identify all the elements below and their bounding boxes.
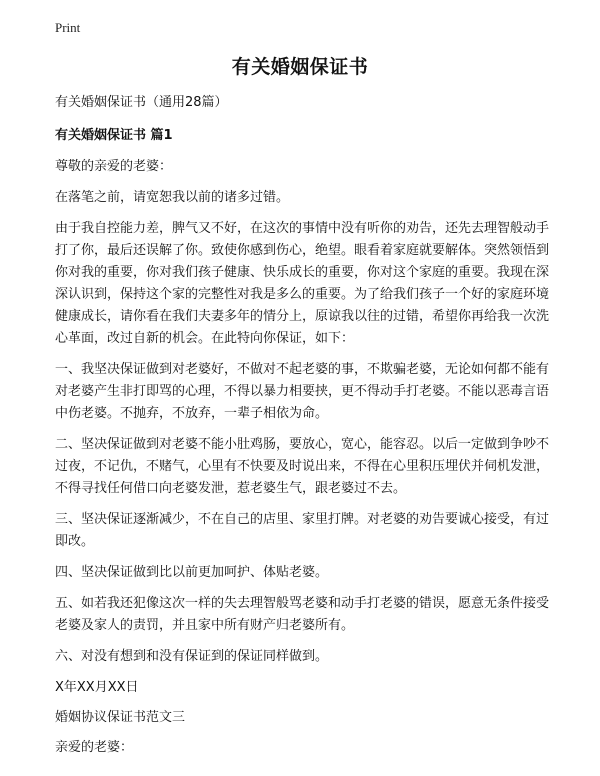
pledge-item-2: 二、坚决保证做到对老婆不能小肚鸡肠，要放心，宽心，能容忍。以后一定做到争吵不过夜，不记仇，不赌气，心里有不快要及时说出来，不得在心里积压埋伏并伺机发泄，不得寻找任何借口向老婆发泄，惹老婆生气，跟老婆过不去。: [55, 437, 550, 496]
pledge-item-6: 六、对没有想到和没有保证到的保证同样做到。: [55, 649, 329, 664]
document-subtitle: 有关婚姻保证书（通用28篇）: [55, 95, 228, 110]
paragraph-apology: 在落笔之前，请宽恕我以前的诸多过错。: [55, 190, 290, 205]
page-title: 有关婚姻保证书: [231, 56, 369, 78]
print-link[interactable]: Print: [55, 20, 81, 35]
pledge-item-5: 五、如若我还犯像这次一样的失去理智般骂老婆和动手打老婆的错误，愿意无条件接受老婆及家人的责罚，并且家中所有财产归老婆所有。: [55, 596, 550, 633]
paragraph-intro: 由于我自控能力差，脾气又不好，在这次的事情中没有听你的劝告，还先去理智般动手打了你，最后还误解了你。致使你感到伤心，绝望。眼看着家庭就要解体。突然领悟到你对我的重要，你对我们孩子健康、快乐成长的重要，你对这个家庭的重要。我现在深深认识到，保持这个家的完整性对我是多么的重要。为了给我们孩子一个好的家庭环境健康成长，请你看在我们夫妻多年的情分上，原谅我以往的过错，希望你再给我一次洗心革面，改过自新的机会。在此特向你保证，如下：: [55, 221, 550, 346]
date-line: X年XX月XX日: [55, 680, 139, 695]
pledge-item-1: 一、我坚决保证做到对老婆好，不做对不起老婆的事，不欺骗老婆，无论如何都不能有对老婆产生非打即骂的心理，不得以暴力相要挟，更不得动手打老婆。不能以恶毒言语中伤老婆。不抛弃，不放弃，一辈子相依为命。: [55, 362, 550, 421]
next-document-title: 婚姻协议保证书范文三: [55, 710, 186, 725]
pledge-item-3: 三、坚决保证逐渐减少，不在自己的店里、家里打牌。对老婆的劝告要诚心接受，有过即改。: [55, 512, 550, 549]
next-greeting: 亲爱的老婆：: [55, 740, 134, 755]
document-body: [55, 92, 550, 768]
pledge-item-4: 四、坚决保证做到比以前更加呵护、体贴老婆。: [55, 565, 329, 580]
greeting: 尊敬的亲爱的老婆：: [55, 159, 173, 174]
section-heading: 有关婚姻保证书 篇1: [55, 128, 173, 143]
